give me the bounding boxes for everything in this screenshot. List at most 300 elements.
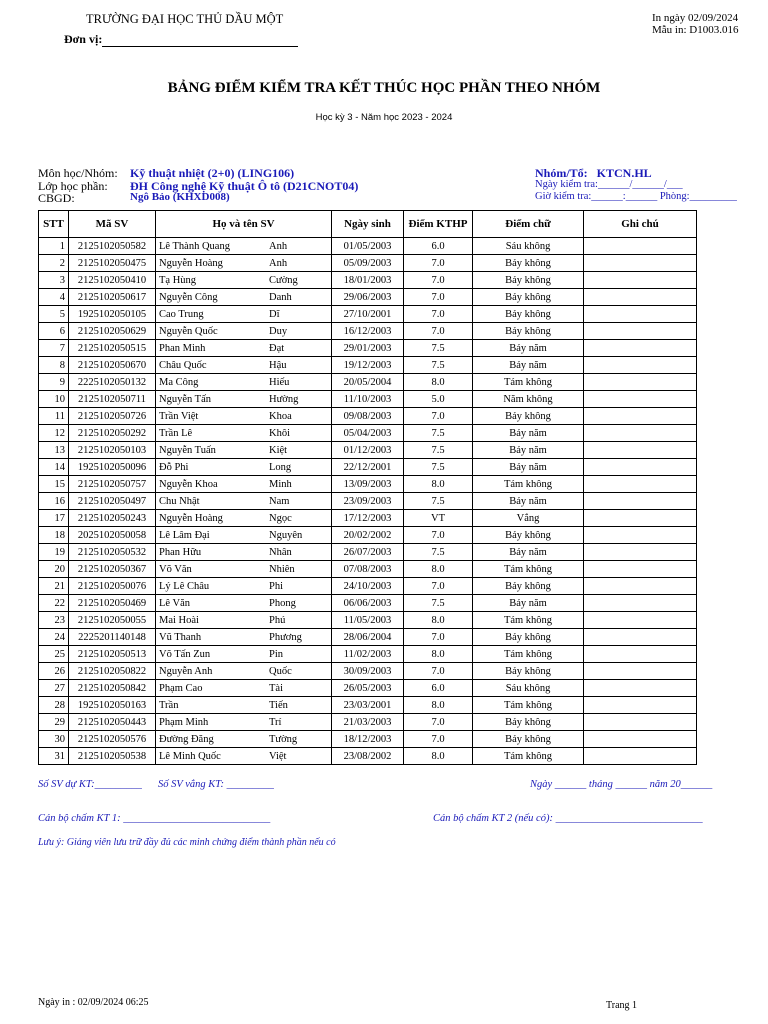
student-last-name: Nguyễn Hoàng [159,512,223,524]
cell-notes [584,578,697,595]
print-timestamp: Ngày in : 02/09/2024 06:25 [38,997,149,1008]
cell-student-name [156,323,332,340]
cell-score-words: Tám không [473,748,584,765]
cell-score: 7.5 [404,493,473,510]
cell-score-words: Năm không [473,391,584,408]
cell-dob: 18/01/2003 [332,272,404,289]
cell-student-name [156,646,332,663]
cell-notes [584,238,697,255]
cell-student-id: 2125102050497 [69,493,156,510]
page-number: Trang 1 [606,1000,638,1011]
student-first-name: Nguyên [269,529,303,541]
cell-dob: 23/09/2003 [332,493,404,510]
cell-notes [584,408,697,425]
student-first-name: Hậu [269,359,287,371]
cell-student-id: 2125102050443 [69,714,156,731]
unit-field [64,32,298,47]
form-code: Mẫu in: D1003.016 [652,24,739,36]
cell-stt: 19 [39,544,69,561]
cell-dob: 05/09/2003 [332,255,404,272]
cell-score-words: Bảy năm [473,425,584,442]
sign-date-line: Ngày ______ tháng ______ năm 20______ [530,779,713,790]
cell-stt: 25 [39,646,69,663]
cell-notes [584,306,697,323]
cell-notes [584,357,697,374]
student-last-name: Trần Lê [159,427,193,439]
cell-notes [584,544,697,561]
cell-score: 7.5 [404,442,473,459]
cell-dob: 21/03/2003 [332,714,404,731]
cell-stt: 1 [39,238,69,255]
cell-notes [584,629,697,646]
student-last-name: Đỗ Phi [159,461,189,473]
table-row [39,510,697,527]
group-value: KTCN.HL [596,166,652,180]
cell-score: 7.0 [404,289,473,306]
student-first-name: Việt [269,750,287,762]
cell-student-id: 2125102050617 [69,289,156,306]
table-row [39,595,697,612]
school-name: TRƯỜNG ĐẠI HỌC THỦ DẦU MỘT [86,12,284,26]
cell-notes [584,459,697,476]
cell-score-words: Tám không [473,646,584,663]
student-last-name: Đường Đăng [159,733,214,745]
table-row [39,612,697,629]
cell-student-id: 2125102050243 [69,510,156,527]
student-first-name: Dĩ [269,308,280,320]
cell-stt: 11 [39,408,69,425]
cell-score-words: Bảy năm [473,357,584,374]
student-last-name: Nguyễn Hoàng [159,257,223,269]
cell-student-id: 2225201140148 [69,629,156,646]
student-last-name: Phan Hữu [159,546,202,558]
cell-stt: 10 [39,391,69,408]
student-first-name: Phương [269,631,302,643]
cell-dob: 22/12/2001 [332,459,404,476]
table-row [39,527,697,544]
absent-count: Số SV vắng KT: _________ [158,779,274,790]
cell-stt: 8 [39,357,69,374]
cell-dob: 27/10/2001 [332,306,404,323]
student-last-name: Ma Công [159,376,199,388]
cell-score-words: Bảy năm [473,340,584,357]
cell-dob: 29/01/2003 [332,340,404,357]
cell-student-name [156,612,332,629]
cell-student-name [156,493,332,510]
table-row [39,391,697,408]
cell-student-name [156,306,332,323]
cell-notes [584,561,697,578]
cell-stt: 22 [39,595,69,612]
class-value: ĐH Công nghệ Kỹ thuật Ô tô (D21CNOT04) [130,179,359,193]
cell-notes [584,340,697,357]
student-first-name: Long [269,461,292,473]
cell-notes [584,476,697,493]
student-first-name: Khoa [269,410,292,422]
cell-score-words: Bảy năm [473,544,584,561]
cell-score-words: Bảy không [473,289,584,306]
cell-score: 5.0 [404,391,473,408]
cell-score: 7.5 [404,459,473,476]
course-label: Môn học/Nhóm: [38,166,118,180]
table-row [39,561,697,578]
lecturer-value: Ngô Bảo (KHXD008) [130,191,230,203]
cell-score: 8.0 [404,646,473,663]
cell-dob: 26/05/2003 [332,680,404,697]
cell-stt: 24 [39,629,69,646]
cell-student-name [156,731,332,748]
cell-notes [584,748,697,765]
cell-stt: 30 [39,731,69,748]
header-student-id: Mã SV [69,211,156,238]
cell-student-id: 2125102050055 [69,612,156,629]
cell-notes [584,646,697,663]
student-last-name: Phạm Minh [159,716,209,728]
table-row [39,289,697,306]
cell-score: 7.0 [404,323,473,340]
student-first-name: Đạt [269,342,285,354]
cell-student-id: 2125102050475 [69,255,156,272]
cell-student-name [156,595,332,612]
cell-notes [584,680,697,697]
cell-student-id: 2125102050670 [69,357,156,374]
student-first-name: Khôi [269,427,290,439]
cell-student-name [156,374,332,391]
header-student-name: Họ và tên SV [156,211,332,238]
cell-score: 7.0 [404,408,473,425]
cell-notes [584,272,697,289]
student-last-name: Lê Lâm Đại [159,529,210,541]
cell-student-name [156,663,332,680]
student-first-name: Trí [269,716,282,728]
cell-notes [584,612,697,629]
cell-stt: 16 [39,493,69,510]
table-row [39,663,697,680]
student-first-name: Hường [269,393,299,405]
table-row [39,357,697,374]
student-first-name: Ngọc [269,512,292,524]
cell-student-id: 2125102050576 [69,731,156,748]
cell-score-words: Bảy năm [473,459,584,476]
cell-score-words: Vắng [473,510,584,527]
cell-score: 8.0 [404,697,473,714]
student-last-name: Trần Việt [159,410,199,422]
cell-score-words: Bảy năm [473,595,584,612]
student-last-name: Mai Hoài [159,614,199,626]
table-row [39,748,697,765]
cell-student-id: 2125102050842 [69,680,156,697]
cell-score: 7.0 [404,714,473,731]
unit-label: Đơn vị: [64,32,103,46]
table-row [39,476,697,493]
student-first-name: Phú [269,614,286,626]
cell-dob: 17/12/2003 [332,510,404,527]
cell-student-id: 2125102050410 [69,272,156,289]
cell-score: 7.0 [404,629,473,646]
cell-dob: 11/10/2003 [332,391,404,408]
student-last-name: Nguyễn Quốc [159,325,218,337]
student-first-name: Nhân [269,546,292,558]
table-row [39,731,697,748]
cell-stt: 17 [39,510,69,527]
cell-score: 6.0 [404,680,473,697]
cell-student-id: 2125102050103 [69,442,156,459]
table-header-row [39,211,697,238]
cell-student-id: 2125102050367 [69,561,156,578]
cell-score-words: Bảy không [473,663,584,680]
table-row [39,697,697,714]
table-row [39,680,697,697]
cell-notes [584,510,697,527]
cell-score-words: Sáu không [473,238,584,255]
student-first-name: Anh [269,257,288,269]
cell-student-id: 2125102050076 [69,578,156,595]
table-row [39,306,697,323]
student-last-name: Lê Minh Quốc [159,750,221,762]
cell-student-name [156,476,332,493]
header-notes: Ghi chú [584,211,697,238]
student-last-name: Lê Thành Quang [159,240,230,252]
cell-dob: 23/08/2002 [332,748,404,765]
student-last-name: Phạm Cao [159,682,203,694]
grade-table-body [39,238,697,765]
cell-student-name [156,544,332,561]
cell-stt: 14 [39,459,69,476]
student-first-name: Phi [269,580,284,592]
cell-score-words: Bảy năm [473,493,584,510]
cell-score: 7.0 [404,663,473,680]
cell-dob: 09/08/2003 [332,408,404,425]
cell-student-name [156,714,332,731]
cell-dob: 11/02/2003 [332,646,404,663]
cell-student-id: 1925102050096 [69,459,156,476]
cell-score-words: Bảy không [473,714,584,731]
cell-student-name [156,697,332,714]
table-row [39,374,697,391]
student-first-name: Kiệt [269,444,288,456]
table-row [39,238,697,255]
student-first-name: Duy [269,325,288,337]
cell-score-words: Bảy không [473,306,584,323]
cell-score-words: Tám không [473,697,584,714]
table-row [39,646,697,663]
student-last-name: Nguyễn Anh [159,665,213,677]
cell-stt: 5 [39,306,69,323]
page-title: BẢNG ĐIỂM KIỂM TRA KẾT THÚC HỌC PHẦN THEO NHÓM [167,80,601,96]
cell-student-id: 2125102050515 [69,340,156,357]
cell-student-id: 2125102050532 [69,544,156,561]
header-score: Điểm KTHP [404,211,473,238]
cell-score: 7.0 [404,527,473,544]
student-last-name: Phan Minh [159,342,206,354]
cell-score: 7.0 [404,731,473,748]
table-row [39,459,697,476]
student-last-name: Cao Trung [159,308,204,320]
student-last-name: Nguyễn Khoa [159,478,218,490]
cell-stt: 28 [39,697,69,714]
cell-student-id: 2125102050711 [69,391,156,408]
cell-notes [584,697,697,714]
cell-dob: 29/06/2003 [332,289,404,306]
cell-stt: 18 [39,527,69,544]
cell-stt: 29 [39,714,69,731]
cell-stt: 3 [39,272,69,289]
cell-dob: 30/09/2003 [332,663,404,680]
course-value: Kỹ thuật nhiệt (2+0) (LING106) [130,166,295,180]
student-last-name: Nguyễn Tuấn [159,444,216,456]
cell-score: 8.0 [404,374,473,391]
cell-score-words: Tám không [473,374,584,391]
cell-notes [584,493,697,510]
cell-student-name [156,629,332,646]
cell-score: 7.5 [404,425,473,442]
student-first-name: Tiến [269,699,288,711]
exam-time: Giờ kiểm tra:______:______ Phòng:_________ [535,191,737,202]
cell-student-id: 2125102050629 [69,323,156,340]
table-row [39,408,697,425]
cell-dob: 20/02/2002 [332,527,404,544]
grader-1-line: Cán bộ chấm KT 1: ____________________________ [38,813,271,824]
cell-stt: 2 [39,255,69,272]
cell-stt: 4 [39,289,69,306]
print-date: In ngày 02/09/2024 [652,12,739,24]
cell-score: 8.0 [404,612,473,629]
cell-stt: 27 [39,680,69,697]
student-first-name: Hiếu [269,376,290,388]
cell-score-words: Bảy không [473,408,584,425]
cell-stt: 31 [39,748,69,765]
cell-score: 7.5 [404,544,473,561]
cell-stt: 12 [39,425,69,442]
cell-student-name [156,391,332,408]
cell-stt: 9 [39,374,69,391]
cell-score: 7.0 [404,578,473,595]
student-first-name: Danh [269,291,292,303]
cell-student-id: 2125102050582 [69,238,156,255]
cell-student-name [156,272,332,289]
lecturer-label: CBGD: [38,191,75,205]
cell-student-id: 2125102050513 [69,646,156,663]
cell-dob: 01/05/2003 [332,238,404,255]
cell-stt: 15 [39,476,69,493]
cell-score-words: Bảy không [473,323,584,340]
student-first-name: Nhiên [269,563,295,575]
cell-dob: 19/12/2003 [332,357,404,374]
grade-table [38,210,697,765]
cell-student-name [156,340,332,357]
table-row [39,714,697,731]
cell-dob: 18/12/2003 [332,731,404,748]
cell-stt: 23 [39,612,69,629]
cell-notes [584,714,697,731]
cell-notes [584,527,697,544]
class-label: Lớp học phần: [38,179,108,193]
header-dob: Ngày sinh [332,211,404,238]
cell-student-id: 2025102050058 [69,527,156,544]
cell-score-words: Bảy không [473,527,584,544]
cell-notes [584,595,697,612]
table-row [39,323,697,340]
unit-blank-line [102,34,298,47]
present-count: Số SV dự KT:_________ [38,779,142,790]
cell-score: 6.0 [404,238,473,255]
cell-score: 7.0 [404,272,473,289]
cell-notes [584,425,697,442]
cell-score-words: Bảy không [473,578,584,595]
cell-notes [584,374,697,391]
student-first-name: Tường [269,733,298,745]
cell-dob: 16/12/2003 [332,323,404,340]
cell-notes [584,442,697,459]
student-first-name: Tài [269,682,283,694]
cell-score-words: Tám không [473,561,584,578]
cell-student-name [156,459,332,476]
student-first-name: Pin [269,648,284,660]
cell-score: 7.5 [404,340,473,357]
student-first-name: Anh [269,240,288,252]
cell-dob: 11/05/2003 [332,612,404,629]
cell-score-words: Bảy không [473,272,584,289]
cell-stt: 20 [39,561,69,578]
cell-score: 7.5 [404,357,473,374]
cell-dob: 01/12/2003 [332,442,404,459]
table-row [39,578,697,595]
cell-dob: 26/07/2003 [332,544,404,561]
student-first-name: Phong [269,597,296,609]
cell-stt: 7 [39,340,69,357]
cell-student-name [156,289,332,306]
student-first-name: Minh [269,478,292,490]
cell-student-name [156,680,332,697]
grader-2-line: Cán bộ chấm KT 2 (nếu có): ____________________________ [433,813,703,824]
cell-score-words: Bảy năm [473,442,584,459]
cell-student-name [156,255,332,272]
student-last-name: Tạ Hùng [159,274,197,286]
cell-dob: 07/08/2003 [332,561,404,578]
cell-dob: 28/06/2004 [332,629,404,646]
cell-score: 7.0 [404,255,473,272]
cell-score: VT [404,510,473,527]
cell-dob: 05/04/2003 [332,425,404,442]
cell-stt: 26 [39,663,69,680]
student-last-name: Vũ Thanh [159,631,202,643]
cell-notes [584,289,697,306]
cell-student-name [156,408,332,425]
cell-dob: 20/05/2004 [332,374,404,391]
cell-student-name [156,510,332,527]
cell-student-id: 2125102050726 [69,408,156,425]
student-last-name: Lý Lê Châu [159,580,210,592]
cell-score-words: Bảy không [473,629,584,646]
student-last-name: Nguyễn Công [159,291,218,303]
student-last-name: Lê Văn [159,597,191,609]
cell-score: 7.5 [404,595,473,612]
cell-stt: 21 [39,578,69,595]
cell-student-name [156,748,332,765]
cell-student-name [156,238,332,255]
cell-student-id: 2125102050469 [69,595,156,612]
cell-student-name [156,561,332,578]
cell-student-id: 2125102050538 [69,748,156,765]
table-row [39,272,697,289]
cell-score-words: Tám không [473,476,584,493]
cell-student-name [156,578,332,595]
cell-score-words: Bảy không [473,255,584,272]
cell-stt: 13 [39,442,69,459]
student-first-name: Cường [269,274,298,286]
cell-student-id: 2125102050822 [69,663,156,680]
cell-dob: 23/03/2001 [332,697,404,714]
